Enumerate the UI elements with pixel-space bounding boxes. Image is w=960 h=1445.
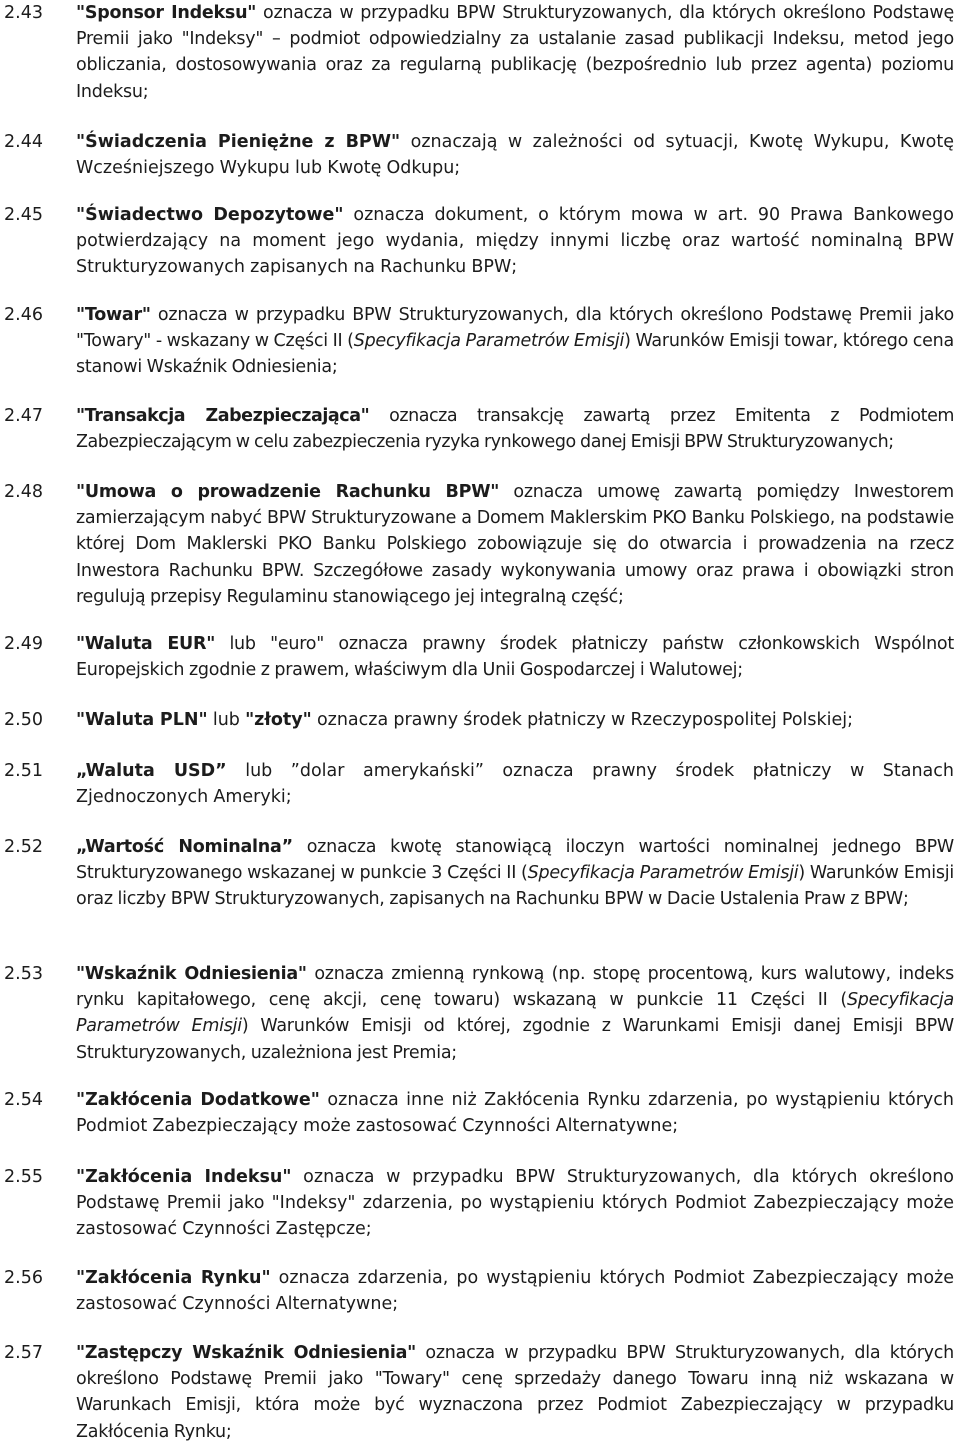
defined-term: „Waluta USD” <box>76 761 227 781</box>
definition-text: lub ”dolar amerykański” oznacza prawny środek płatniczy w Stanach Zjednoczonych Ameryki; <box>76 761 954 808</box>
defined-term: "złoty" <box>245 710 312 730</box>
entry-text <box>76 758 954 810</box>
entry-number: 2.48 <box>4 482 43 502</box>
entry-number: 2.43 <box>4 3 43 23</box>
defined-term: "Sponsor Indeksu" <box>76 3 257 23</box>
definition-text: oznaczają w zależności od sytuacji, Kwotę Wykupu, Kwotę Wcześniejszego Wykupu lub Kwotę Odkupu; <box>76 132 954 179</box>
definition-text: oznacza w przypadku BPW Strukturyzowanych, dla których określono Podstawę Premii jako "Towary" - wskazany w Części II ( <box>76 305 954 352</box>
italic-reference: Specyfikacja Parametrów Emisji <box>76 990 954 1037</box>
entry-text <box>76 834 954 913</box>
definition-text: oznacza transakcję zawartą przez Emitenta z Podmiotem Zabezpieczającym w celu zabezpieczenia ryzyka rynkowego danej Emisji BPW Strukturyzowanych; <box>76 406 954 453</box>
defined-term: "Świadectwo Depozytowe" <box>76 205 344 225</box>
definition-text: ) Warunków Emisji od której, zgodnie z Warunkami Emisji danej Emisji BPW Strukturyzowanych, uzależniona jest Premia; <box>76 1016 954 1063</box>
defined-term: "Świadczenia Pieniężne z BPW" <box>76 132 401 152</box>
defined-term: "Waluta PLN" <box>76 710 208 730</box>
entry-text <box>76 202 954 281</box>
defined-term: „Wartość Nominalna” <box>76 837 293 857</box>
italic-reference: Specyfikacja Parametrów Emisji <box>527 863 799 884</box>
definition-text: oznacza w przypadku BPW Strukturyzowanych, dla których określono Podstawę Premii jako "Towary" cenę sprzedaży danego Towaru inną niż wskazana w Warunkach Emisji, która może być wyznaczona przez Podmiot Zabezpieczający w przypadku Zakłócenia Rynku; <box>76 1343 954 1442</box>
defined-term: "Transakcja Zabezpieczająca" <box>76 406 370 426</box>
definition-text: oznacza zmienną rynkową (np. stopę procentową, kurs walutowy, indeks rynku kapitałowego, cenę akcji, cenę towaru) wskazaną w punkcie 11 Części II ( <box>76 964 954 1011</box>
definition-text: oznacza inne niż Zakłócenia Rynku zdarzenia, po wystąpieniu których Podmiot Zabezpieczający może zastosować Czynności Alternatywne; <box>76 1090 954 1137</box>
definition-text: oznacza kwotę stanowiącą iloczyn wartości nominalnej jednego BPW Strukturyzowanego wskazanej w punkcie 3 Części II ( <box>76 837 954 884</box>
entry-number: 2.55 <box>4 1167 43 1187</box>
entry-number: 2.46 <box>4 305 43 325</box>
definition-text: oznacza umowę zawartą pomiędzy Inwestorem zamierzającym nabyć BPW Strukturyzowane a Domem Maklerskim PKO Banku Polskiego, na podstawie której Dom Maklerski PKO Banku Polskiego zobowiązuje się do otwarcia i prowadzenia na rzecz Inwestora Rachunku BPW. Szczegółowe zasady wykonywania umowy oraz prawa i obowiązki stron regulują przepisy Regulaminu stanowiącego jej integralną część; <box>76 482 954 607</box>
entry-number: 2.54 <box>4 1090 43 1110</box>
definition-text: ) Warunków Emisji towar, którego cena stanowi Wskaźnik Odniesienia; <box>76 331 954 378</box>
definition-text: oznacza w przypadku BPW Strukturyzowanych, dla których określono Podstawę Premii jako "Indeksy" zdarzenia, po wystąpieniu których Podmiot Zabezpieczający może zastosować Czynności Zastępcze; <box>76 1167 954 1240</box>
defined-term: "Zakłócenia Indeksu" <box>76 1167 292 1187</box>
defined-term: "Waluta EUR" <box>76 634 216 654</box>
entry-text <box>76 1164 954 1243</box>
definition-text: oznacza w przypadku BPW Strukturyzowanych, dla których określono Podstawę Premii jako "Indeksy" – podmiot odpowiedzialny za ustalanie zasad publikacji Indeksu, metod jego obliczania, dostosowywania oraz za regularną publikację (bezpośrednio lub przez agenta) poziomu Indeksu; <box>76 3 954 102</box>
defined-term: "Umowa o prowadzenie Rachunku BPW" <box>76 482 500 502</box>
entry-number: 2.44 <box>4 132 43 152</box>
definition-text: lub "euro" oznacza prawny środek płatniczy państw członkowskich Wspólnot Europejskich zgodnie z prawem, właściwym dla Unii Gospodarczej i Walutowej; <box>76 634 954 681</box>
entry-text <box>76 707 954 733</box>
entry-text <box>76 1087 954 1139</box>
definition-text: oznacza zdarzenia, po wystąpieniu których Podmiot Zabezpieczający może zastosować Czynności Alternatywne; <box>76 1268 954 1315</box>
definition-text: ) Warunków Emisji oraz liczby BPW Strukturyzowanych, zapisanych na Rachunku BPW w Dacie Ustalenia Praw z BPW; <box>76 863 954 910</box>
defined-term: "Zastępczy Wskaźnik Odniesienia" <box>76 1343 416 1363</box>
defined-term: "Wskaźnik Odniesienia" <box>76 964 307 984</box>
defined-term: "Zakłócenia Rynku" <box>76 1268 271 1288</box>
entry-number: 2.47 <box>4 406 43 426</box>
definition-text: oznacza dokument, o którym mowa w art. 90 Prawa Bankowego potwierdzający na moment jego wydania, między innymi liczbę oraz wartość nominalną BPW Strukturyzowanych zapisanych na Rachunku BPW; <box>76 205 954 278</box>
entry-text <box>76 631 954 683</box>
entry-text <box>76 479 954 610</box>
definition-text: lub <box>207 710 246 730</box>
entry-number: 2.45 <box>4 205 43 225</box>
entry-number: 2.57 <box>4 1343 43 1363</box>
entry-text <box>76 961 954 1066</box>
entry-text <box>76 0 954 105</box>
definition-text: oznacza prawny środek płatniczy w Rzeczypospolitej Polskiej; <box>311 710 854 730</box>
entry-text <box>76 1340 954 1445</box>
entry-text <box>76 129 954 181</box>
entry-number: 2.49 <box>4 634 43 654</box>
entry-number: 2.52 <box>4 837 43 857</box>
entry-number: 2.50 <box>4 710 43 730</box>
entry-text <box>76 1265 954 1317</box>
entry-number: 2.56 <box>4 1268 43 1288</box>
entry-number: 2.51 <box>4 761 43 781</box>
entry-text <box>76 403 954 455</box>
entry-number: 2.53 <box>4 964 43 984</box>
defined-term: "Zakłócenia Dodatkowe" <box>76 1090 320 1110</box>
entry-text <box>76 302 954 381</box>
italic-reference: Specyfikacja Parametrów Emisji <box>353 331 625 352</box>
defined-term: "Towar" <box>76 305 151 325</box>
